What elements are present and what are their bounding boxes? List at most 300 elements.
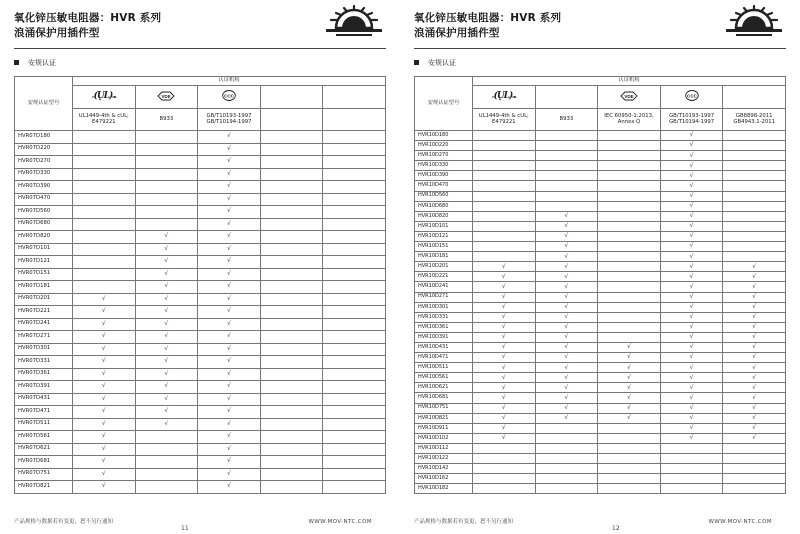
model-cell: HVR07D390 xyxy=(15,181,73,194)
cert-cell xyxy=(198,281,261,294)
check-mark: √ xyxy=(564,403,569,411)
cert-cell xyxy=(535,161,598,171)
cert-cell xyxy=(260,181,323,194)
model-cell: HVR07D121 xyxy=(15,256,73,269)
cert-cell xyxy=(598,191,661,201)
check-mark: √ xyxy=(501,343,506,351)
vde-cert-icon xyxy=(620,91,638,101)
check-mark: √ xyxy=(501,363,506,371)
model-cell: HVR07D560 xyxy=(15,206,73,219)
check-mark: √ xyxy=(627,363,631,371)
check-mark: √ xyxy=(164,419,169,427)
check-mark: √ xyxy=(564,323,569,331)
ul-cert-icon: c(ŲL)us xyxy=(92,91,116,102)
table-row xyxy=(415,474,786,484)
cert-cell xyxy=(660,433,723,443)
table-row xyxy=(415,191,786,201)
table-row xyxy=(415,322,786,332)
cert-cell xyxy=(473,141,536,151)
table-row xyxy=(15,143,386,156)
cert-cell xyxy=(73,468,136,481)
cert-cell xyxy=(535,363,598,373)
check-mark: √ xyxy=(752,393,757,401)
check-mark: √ xyxy=(227,469,231,477)
cert-cell xyxy=(73,206,136,219)
cert-cell xyxy=(323,156,386,169)
cert-cell xyxy=(473,252,536,262)
check-mark: √ xyxy=(101,307,106,315)
cert-cell xyxy=(660,403,723,413)
cert-cell xyxy=(135,468,198,481)
table-row xyxy=(15,268,386,281)
check-mark: √ xyxy=(689,313,694,321)
check-mark: √ xyxy=(689,282,694,290)
cert-cell xyxy=(723,211,786,221)
cert-cell xyxy=(260,381,323,394)
cert-cell xyxy=(473,383,536,393)
check-mark: √ xyxy=(101,407,106,415)
vde-cert-icon xyxy=(157,91,175,101)
svg-text:VDE: VDE xyxy=(161,93,172,99)
cert-cell xyxy=(135,168,198,181)
check-mark: √ xyxy=(752,333,757,341)
table-row xyxy=(15,231,386,244)
cert-cell xyxy=(723,383,786,393)
cert-cell xyxy=(660,393,723,403)
check-mark: √ xyxy=(501,373,506,381)
cert-logo-cell xyxy=(198,86,261,109)
ccc-cert-icon xyxy=(222,90,236,101)
cert-cell xyxy=(323,281,386,294)
table-row xyxy=(415,464,786,474)
table-row xyxy=(415,484,786,494)
check-mark: √ xyxy=(752,262,757,270)
cert-cell xyxy=(660,272,723,282)
cert-cell xyxy=(260,306,323,319)
check-mark: √ xyxy=(627,373,631,381)
header-rule xyxy=(414,48,786,49)
cert-cell xyxy=(73,456,136,469)
model-cell: HVR10D560 xyxy=(415,191,473,201)
check-mark: √ xyxy=(164,319,169,327)
cert-cell xyxy=(660,282,723,292)
sun-wheel-logo-icon xyxy=(722,4,786,38)
cert-cell xyxy=(598,433,661,443)
cert-cell xyxy=(473,423,536,433)
table-row xyxy=(415,131,786,141)
cert-cell xyxy=(135,318,198,331)
section-title: 安规认证 xyxy=(28,59,56,67)
table-row xyxy=(15,293,386,306)
model-cell: HVR07D301 xyxy=(15,343,73,356)
cert-cell xyxy=(535,131,598,141)
cert-cell xyxy=(723,413,786,423)
model-cell: HVR10D122 xyxy=(415,454,473,464)
check-mark: √ xyxy=(689,292,694,300)
cert-cell xyxy=(73,318,136,331)
cert-standard-cell: B933 xyxy=(135,109,198,131)
cert-cell xyxy=(723,201,786,211)
cert-cell xyxy=(660,171,723,181)
cert-cell xyxy=(473,474,536,484)
check-mark: √ xyxy=(501,383,506,391)
check-mark: √ xyxy=(752,292,757,300)
cert-cell xyxy=(723,221,786,231)
table-row xyxy=(415,231,786,241)
check-mark: √ xyxy=(164,294,169,302)
table-row xyxy=(15,218,386,231)
model-cell: HVR10D142 xyxy=(415,464,473,474)
model-cell: HVR10D751 xyxy=(415,403,473,413)
cert-cell xyxy=(260,268,323,281)
check-mark: √ xyxy=(227,157,231,165)
cert-cell xyxy=(323,181,386,194)
cert-cell xyxy=(198,431,261,444)
check-mark: √ xyxy=(564,292,569,300)
cert-cell xyxy=(598,131,661,141)
table-row xyxy=(15,318,386,331)
check-mark: √ xyxy=(689,202,694,210)
check-mark: √ xyxy=(752,373,757,381)
check-mark: √ xyxy=(164,357,169,365)
cert-cell xyxy=(73,418,136,431)
table-row xyxy=(15,306,386,319)
cert-cell xyxy=(73,331,136,344)
model-cell: HVR10D391 xyxy=(415,332,473,342)
cert-cell xyxy=(598,413,661,423)
cert-cell xyxy=(535,141,598,151)
cert-cell xyxy=(473,373,536,383)
model-cell: HVR10D270 xyxy=(415,151,473,161)
check-mark: √ xyxy=(227,432,231,440)
check-mark: √ xyxy=(627,383,631,391)
footer-website: WWW.MOV-NTC.COM xyxy=(308,519,372,525)
cert-cell xyxy=(723,272,786,282)
cert-logo-cell xyxy=(260,86,323,109)
check-mark: √ xyxy=(101,344,106,352)
table-row xyxy=(415,252,786,262)
cert-cell xyxy=(135,456,198,469)
check-mark: √ xyxy=(501,282,506,290)
check-mark: √ xyxy=(164,332,169,340)
cert-cell xyxy=(135,206,198,219)
cert-cell xyxy=(198,256,261,269)
ccc-cert-icon xyxy=(685,90,699,101)
cert-cell xyxy=(598,484,661,494)
cert-cell xyxy=(473,191,536,201)
table-row xyxy=(415,302,786,312)
check-mark: √ xyxy=(689,151,694,159)
check-mark: √ xyxy=(227,282,231,290)
model-cell: HVR07D331 xyxy=(15,356,73,369)
model-cell: HVR10D221 xyxy=(415,272,473,282)
check-mark: √ xyxy=(164,269,169,277)
table-row xyxy=(415,292,786,302)
model-cell: HVR10D151 xyxy=(415,242,473,252)
cert-cell xyxy=(660,211,723,221)
cert-cell xyxy=(198,193,261,206)
check-mark: √ xyxy=(227,219,231,227)
cert-cell xyxy=(723,242,786,252)
cert-cell xyxy=(535,181,598,191)
check-mark: √ xyxy=(501,414,506,422)
cert-cell xyxy=(660,322,723,332)
cert-cell xyxy=(473,231,536,241)
check-mark: √ xyxy=(227,132,231,140)
check-mark: √ xyxy=(752,343,757,351)
check-mark: √ xyxy=(752,282,757,290)
model-cell: HVR07D431 xyxy=(15,393,73,406)
cert-standard-cell: GB/T10193-1997 GB/T10194-1997 xyxy=(198,109,261,131)
table-row xyxy=(415,262,786,272)
check-mark: √ xyxy=(564,262,569,270)
cert-cell xyxy=(535,231,598,241)
cert-cell xyxy=(260,206,323,219)
cert-cell xyxy=(135,131,198,144)
cert-cell xyxy=(535,242,598,252)
cert-cell xyxy=(660,332,723,342)
check-mark: √ xyxy=(164,232,169,240)
footer-note: 产品规格与数据若有变更，恕不另行通知 xyxy=(14,519,114,525)
cert-cell xyxy=(473,302,536,312)
model-cell: HVR10D390 xyxy=(415,171,473,181)
cert-cell xyxy=(535,403,598,413)
cert-cell xyxy=(723,131,786,141)
cert-cell xyxy=(323,368,386,381)
model-column-header: 安规认证型号 xyxy=(415,77,473,131)
cert-cell xyxy=(660,484,723,494)
cert-cell xyxy=(660,302,723,312)
cert-cell xyxy=(323,206,386,219)
cert-cell xyxy=(660,292,723,302)
model-cell: HVR10D121 xyxy=(415,231,473,241)
cert-cell xyxy=(598,353,661,363)
svg-text:VDE: VDE xyxy=(624,93,634,99)
cert-cell xyxy=(135,393,198,406)
cert-cell xyxy=(135,406,198,419)
model-cell: HVR07D201 xyxy=(15,293,73,306)
cert-cell xyxy=(723,454,786,464)
table-row xyxy=(415,141,786,151)
check-mark: √ xyxy=(564,232,569,240)
check-mark: √ xyxy=(564,252,569,260)
cert-cell xyxy=(323,243,386,256)
cert-cell xyxy=(723,443,786,453)
header-rule xyxy=(14,48,386,49)
check-mark: √ xyxy=(689,191,694,199)
cert-cell xyxy=(260,318,323,331)
table-row xyxy=(15,468,386,481)
table-row xyxy=(15,281,386,294)
cert-cell xyxy=(535,443,598,453)
section-heading xyxy=(14,58,56,68)
cert-cell xyxy=(260,468,323,481)
model-cell: HVR10D201 xyxy=(415,262,473,272)
cert-cell xyxy=(660,151,723,161)
cert-cell xyxy=(473,242,536,252)
model-cell: HVR10D470 xyxy=(415,181,473,191)
cert-cell xyxy=(73,193,136,206)
cert-cell xyxy=(598,272,661,282)
check-mark: √ xyxy=(501,393,506,401)
cert-cell xyxy=(660,242,723,252)
square-bullet-icon xyxy=(14,60,19,65)
cert-cell xyxy=(723,342,786,352)
model-cell: HVR07D820 xyxy=(15,231,73,244)
model-cell: HVR07D821 xyxy=(15,481,73,494)
cert-cell xyxy=(260,343,323,356)
cert-logo-cell xyxy=(473,86,536,109)
cert-cell xyxy=(198,331,261,344)
cert-cell xyxy=(723,322,786,332)
table-row xyxy=(15,256,386,269)
cert-cell xyxy=(73,131,136,144)
check-mark: √ xyxy=(227,232,231,240)
table-row xyxy=(415,342,786,352)
check-mark: √ xyxy=(501,262,506,270)
cert-cell xyxy=(323,468,386,481)
table-row xyxy=(415,413,786,423)
cert-cell xyxy=(198,156,261,169)
cert-cell xyxy=(535,191,598,201)
cert-cell xyxy=(260,256,323,269)
cert-cell xyxy=(135,143,198,156)
check-mark: √ xyxy=(564,393,569,401)
cert-cell xyxy=(535,151,598,161)
cert-cell xyxy=(73,143,136,156)
check-mark: √ xyxy=(689,393,694,401)
cert-cell xyxy=(723,282,786,292)
check-mark: √ xyxy=(501,292,506,300)
check-mark: √ xyxy=(564,333,569,341)
model-cell: HVR07D241 xyxy=(15,318,73,331)
cert-cell xyxy=(323,218,386,231)
cert-cell xyxy=(660,312,723,322)
cert-cell xyxy=(660,252,723,262)
model-cell: HVR10D182 xyxy=(415,484,473,494)
check-mark: √ xyxy=(689,383,694,391)
table-row xyxy=(415,373,786,383)
cert-cell xyxy=(660,181,723,191)
check-mark: √ xyxy=(689,434,694,442)
cert-cell xyxy=(473,363,536,373)
cert-cell xyxy=(660,464,723,474)
model-cell: HVR10D330 xyxy=(415,161,473,171)
cert-cell xyxy=(135,356,198,369)
check-mark: √ xyxy=(101,419,106,427)
model-column-header: 安规认证型号 xyxy=(15,77,73,131)
cert-cell xyxy=(198,293,261,306)
check-mark: √ xyxy=(689,323,694,331)
cert-cell xyxy=(598,302,661,312)
cert-cell xyxy=(323,356,386,369)
cert-cell xyxy=(198,468,261,481)
cert-cell xyxy=(73,156,136,169)
cert-cell xyxy=(660,363,723,373)
check-mark: √ xyxy=(689,161,694,169)
cert-cell xyxy=(535,474,598,484)
cert-cell xyxy=(535,373,598,383)
model-cell: HVR10D511 xyxy=(415,363,473,373)
cert-logo-cell xyxy=(660,86,723,109)
check-mark: √ xyxy=(164,394,169,402)
cert-cell xyxy=(73,306,136,319)
cert-cell xyxy=(135,218,198,231)
cert-cell xyxy=(473,322,536,332)
cert-cell xyxy=(135,443,198,456)
cert-cell xyxy=(135,368,198,381)
check-mark: √ xyxy=(227,419,231,427)
cert-cell xyxy=(598,252,661,262)
check-mark: √ xyxy=(627,403,631,411)
model-cell: HVR07D361 xyxy=(15,368,73,381)
table-row xyxy=(415,363,786,373)
table-row xyxy=(15,406,386,419)
check-mark: √ xyxy=(501,323,506,331)
check-mark: √ xyxy=(164,307,169,315)
check-mark: √ xyxy=(689,373,694,381)
cert-cell xyxy=(135,256,198,269)
cert-cell xyxy=(723,181,786,191)
table-row xyxy=(415,383,786,393)
cert-cell xyxy=(723,302,786,312)
cert-cell xyxy=(135,481,198,494)
table-row xyxy=(15,368,386,381)
check-mark: √ xyxy=(101,469,106,477)
cert-cell xyxy=(723,292,786,302)
table-row xyxy=(15,443,386,456)
cert-cell xyxy=(73,231,136,244)
check-mark: √ xyxy=(227,244,231,252)
check-mark: √ xyxy=(689,232,694,240)
check-mark: √ xyxy=(227,169,231,177)
cert-cell xyxy=(723,141,786,151)
check-mark: √ xyxy=(689,424,694,432)
check-mark: √ xyxy=(564,313,569,321)
check-mark: √ xyxy=(689,222,694,230)
cert-cell xyxy=(598,464,661,474)
check-mark: √ xyxy=(227,344,231,352)
check-mark: √ xyxy=(689,343,694,351)
cert-cell xyxy=(598,363,661,373)
cert-cell xyxy=(323,168,386,181)
check-mark: √ xyxy=(564,272,569,280)
cert-cell xyxy=(598,443,661,453)
cert-cell xyxy=(473,151,536,161)
certification-table xyxy=(14,76,386,494)
model-cell: HVR10D911 xyxy=(415,423,473,433)
cert-cell xyxy=(73,281,136,294)
check-mark: √ xyxy=(227,444,231,452)
cert-cell xyxy=(135,281,198,294)
page-title xyxy=(414,11,561,41)
cert-cell xyxy=(198,318,261,331)
model-cell: HVR07D471 xyxy=(15,406,73,419)
cert-cell xyxy=(598,292,661,302)
cert-cell xyxy=(535,252,598,262)
cert-cell xyxy=(723,464,786,474)
table-row xyxy=(415,272,786,282)
check-mark: √ xyxy=(501,313,506,321)
cert-cell xyxy=(73,406,136,419)
svg-text:CCC: CCC xyxy=(686,93,697,99)
cert-cell xyxy=(73,268,136,281)
cert-body-header: 认证机构 xyxy=(73,77,386,86)
cert-cell xyxy=(598,231,661,241)
cert-standard-cell: UL1449-4th & cUL; E479221 xyxy=(73,109,136,131)
cert-cell xyxy=(73,256,136,269)
check-mark: √ xyxy=(101,357,106,365)
